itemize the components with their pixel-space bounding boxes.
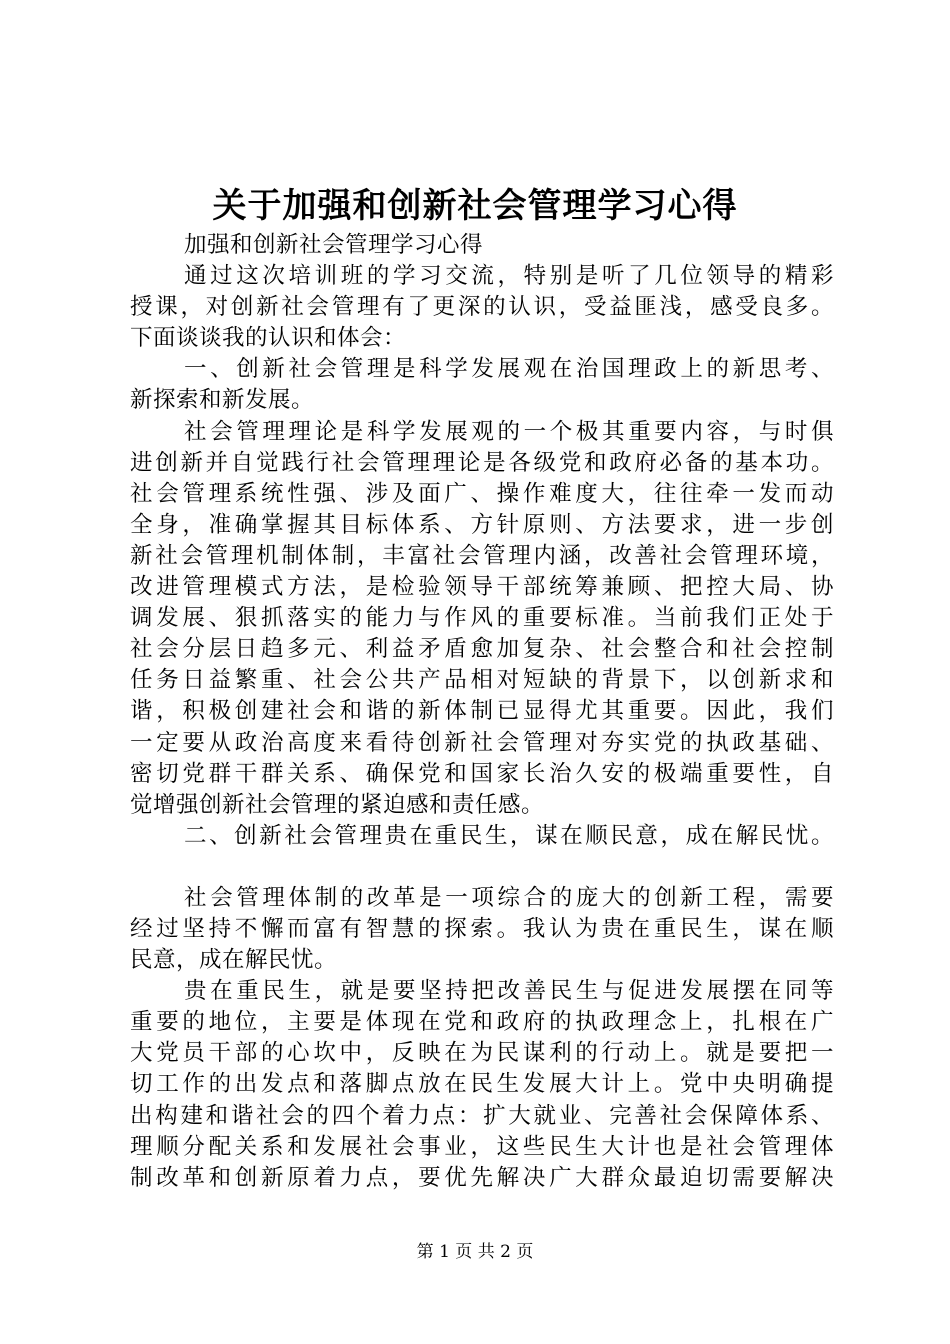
paragraph-line: 一、创新社会管理是科学发展观在治国理政上的新思考、	[184, 356, 834, 383]
paragraph-line: 出构建和谐社会的四个着力点：扩大就业、完善社会保障体系、	[130, 1102, 834, 1129]
paragraph-line: 社会管理理论是科学发展观的一个极其重要内容，与时俱	[184, 418, 834, 445]
paragraph-line: 下面谈谈我的认识和体会：	[130, 325, 407, 352]
paragraph-line: 新探索和新发展。	[130, 387, 315, 414]
paragraph-line: 切工作的出发点和落脚点放在民生发展大计上。党中央明确提	[130, 1071, 834, 1098]
blank-line	[130, 852, 834, 883]
paragraph-line: 通过这次培训班的学习交流，特别是听了几位领导的精彩	[184, 263, 834, 290]
document-body	[130, 230, 834, 1194]
page-footer: 第 1 页 共 2 页	[416, 1242, 534, 1262]
paragraph-line: 民意，成在解民忧。	[130, 947, 338, 974]
paragraph-line: 密切党群干群关系、确保党和国家长治久安的极端重要性，自	[130, 760, 834, 787]
paragraph-line: 进创新并自觉践行社会管理理论是各级党和政府必备的基本功。	[130, 449, 834, 476]
paragraph-line: 经过坚持不懈而富有智慧的探索。我认为贵在重民生，谋在顺	[130, 915, 834, 942]
paragraph-line: 大党员干部的心坎中，反映在为民谋利的行动上。就是要把一	[130, 1040, 834, 1067]
document-title: 关于加强和创新社会管理学习心得	[212, 186, 738, 226]
paragraph-line: 二、创新社会管理贵在重民生，谋在顺民意，成在解民忧。	[184, 822, 834, 849]
paragraph-line: 社会管理体制的改革是一项综合的庞大的创新工程，需要	[184, 884, 834, 911]
paragraph-line: 贵在重民生，就是要坚持把改善民生与促进发展摆在同等	[184, 978, 834, 1005]
paragraph-line: 理顺分配关系和发展社会事业，这些民生大计也是社会管理体	[130, 1133, 834, 1160]
paragraph-line: 新社会管理机制体制，丰富社会管理内涵，改善社会管理环境，	[130, 542, 834, 569]
paragraph-line: 社会分层日趋多元、利益矛盾愈加复杂、社会整合和社会控制	[130, 636, 834, 663]
paragraph-line: 一定要从政治高度来看待创新社会管理对夯实党的执政基础、	[130, 729, 834, 756]
paragraph-line: 任务日益繁重、社会公共产品相对短缺的背景下，以创新求和	[130, 667, 834, 694]
paragraph-line: 调发展、狠抓落实的能力与作风的重要标准。当前我们正处于	[130, 605, 834, 632]
paragraph-line: 谐，积极创建社会和谐的新体制已显得尤其重要。因此，我们	[130, 698, 834, 725]
paragraph-line: 加强和创新社会管理学习心得	[184, 232, 484, 258]
paragraph-line: 制改革和创新原着力点，要优先解决广大群众最迫切需要解决	[130, 1164, 834, 1191]
paragraph-line: 改进管理模式方法，是检验领导干部统筹兼顾、把控大局、协	[130, 574, 834, 601]
paragraph-line: 觉增强创新社会管理的紧迫感和责任感。	[130, 791, 545, 818]
paragraph-line: 全身，准确掌握其目标体系、方针原则、方法要求，进一步创	[130, 511, 834, 538]
paragraph-line: 授课，对创新社会管理有了更深的认识，受益匪浅，感受良多。	[130, 294, 834, 321]
paragraph-line: 社会管理系统性强、涉及面广、操作难度大，往往牵一发而动	[130, 480, 834, 507]
paragraph-line: 重要的地位，主要是体现在党和政府的执政理念上，扎根在广	[130, 1009, 834, 1036]
